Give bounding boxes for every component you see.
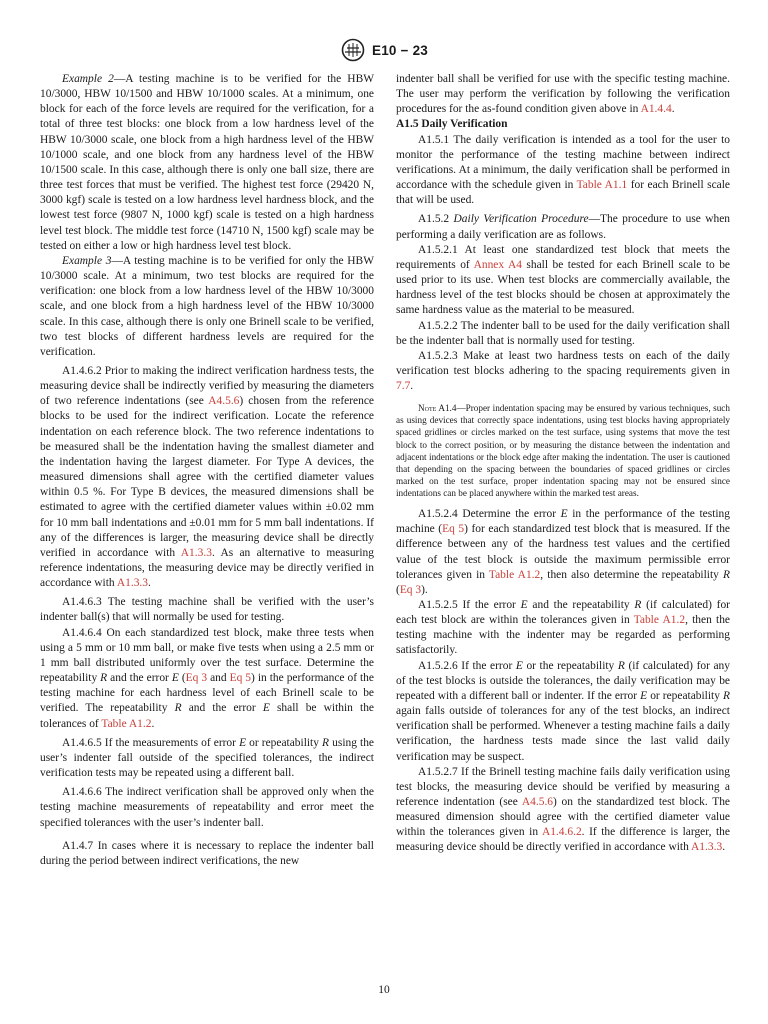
- paragraph-a1-5-2-6: A1.5.2.6 If the error E or the repeatability R (if calculated) for any of the test blocks is outside the tolerances, the daily verification may be repeated with a different ball or indenter. If the error E or repeatability R again falls outside of tolerances for any of the test blocks, an indirect verification shall be performed. Whenever a testing machine fails a daily verification, the hardness tests made since the last valid daily verification may be suspect.: [396, 659, 730, 763]
- right-column: [396, 72, 730, 856]
- xref-a1-3-3[interactable]: A1.3.3: [691, 841, 723, 854]
- paragraph-a1-4-6-5: A1.4.6.5 If the measurements of error E or repeatability R using the user’s indenter fall outside of the specified tolerances, the indirect verification tests may be repeated using a different ball.: [40, 736, 374, 780]
- note-a1-4: Note A1.4—Proper indentation spacing may be ensured by various techniques, such as using devices that correctly space indentations, using test blocks having appropriately spaced gridlines or circles marked on the test surface, using systems that move the test block to the correct position, or by measuring the distance between the indentation and adjacent indentations or the block edge after making the indentation. The user is cautioned that depending on the spacing between the boundaries of spaced gridlines or circles marked on the test surface, proper indentation spacing may not be ensured since indentations can be placed anywhere within the marked test areas.: [396, 403, 730, 498]
- page-header: [0, 38, 768, 62]
- paragraph-a1-4-6-3: A1.4.6.3 The testing machine shall be verified with the user’s indenter ball(s) that will normally be used for testing.: [40, 596, 374, 624]
- page-number: 10: [378, 984, 390, 996]
- example-2-paragraph: Example 2—A testing machine is to be verified for the HBW 10/3000, HBW 10/1500 and HBW 10/1000 scales. At a minimum, one block for each of the force levels are required for the verification, for a total of three test blocks: one block from a low hardness level of the HBW 10/3000 scale, one block from a high hardness level of the HBW 10/1000 scale, and one block from any hardness level of the HBW 10/1500 scale. In this case, although there is only one ball size, there are three test forces that must be verified. The highest test force (29420 N, 3000 kgf) scale is tested on a low hardness level hardness block, and the lowest test force (9807 N, 1000 kgf) scale is tested on a high hardness level test block. The middle test force (14710 N, 1500 kgf) scale may be tested on either a low or high hardness level test block.: [40, 73, 374, 252]
- astm-logo-icon: [340, 38, 366, 62]
- xref-annex-a4[interactable]: Annex A4: [473, 258, 522, 271]
- left-column: [40, 72, 374, 869]
- paragraph-a1-4-7: A1.4.7 In cases where it is necessary to replace the indenter ball during the period between indirect verifications, the new: [40, 839, 374, 867]
- xref-a1-3-3[interactable]: A1.3.3: [180, 546, 212, 559]
- paragraph-a1-4-6-6: A1.4.6.6 The indirect verification shall be approved only when the testing machine measurements of repeatability and error meet the specified tolerances with the user’s indenter ball.: [40, 786, 374, 829]
- paragraph-a1-4-6-2: A1.4.6.2 Prior to making the indirect verification hardness tests, the measuring device shall be indirectly verified by measuring the diameters of two reference indentations (see A4.5.6) chosen from the reference blocks to be used for the indirect verification. Locate the reference indentation on each reference block. The two reference indentations to be measured shall be the indentation having the smallest diameter and the indentation having the largest diameter. For Type A devices, the measured dimensions shall agree with the certified diameter values within 0.5 %. For Type B devices, the measured dimensions shall be estimated to agree with the certified diameter values within ±0.02 mm for 10 mm ball indentations and ±0.01 mm for 5 mm ball indentations. If any of the differences is larger, the measuring device shall be directly verified in accordance with A1.3.3. As an alternative to measuring reference indentations, the measuring device may be directly verified in accordance with A1.3.3.: [40, 364, 374, 590]
- xref-a1-3-3[interactable]: A1.3.3: [116, 577, 148, 590]
- paragraph-a1-5-2-1: A1.5.2.1 At least one standardized test block that meets the requirements of Annex A4 shall be tested for each Brinell scale to be used prior to its use. When test blocks are commercially available, the hardness level of the test blocks should be chosen at approximately the same hardness value as the material to be measured.: [396, 243, 730, 317]
- xref-a1-4-6-2[interactable]: A1.4.6.2: [541, 826, 582, 839]
- example-3-paragraph: Example 3—A testing machine is to be verified for only the HBW 10/3000 scale. At a minimum, two test blocks are required for the verification: one block from a low hardness level of the HBW 10/3000 scale, and one block from a high hardness level of the HBW 10/3000 scale. In this case, although there is only one Brinell scale to be verified, two test blocks of different hardness levels are required for the verification.: [40, 254, 374, 358]
- paragraph-a1-5-2-7: A1.5.2.7 If the Brinell testing machine fails daily verification using test blocks, the measuring device should be verified by measuring a reference indentation (see A4.5.6) on the standardized test block. The measured dimension should agree with the certified diameter value within the tolerances given in A1.4.6.2. If the difference is larger, the measuring device should be directly verified in accordance with A1.3.3.: [396, 765, 730, 854]
- xref-table-a1-2[interactable]: Table A1.2: [633, 614, 686, 627]
- xref-a4-5-6[interactable]: A4.5.6: [208, 395, 240, 408]
- xref-eq-3[interactable]: Eq 3: [399, 583, 422, 596]
- xref-table-a1-1[interactable]: Table A1.1: [576, 179, 628, 192]
- paragraph-a1-5-2-5: A1.5.2.5 If the error E and the repeatability R (if calculated) for each test block are within the tolerances given in Table A1.2, then the testing machine with the indenter may be regarded as performing satisfactorily.: [396, 598, 730, 657]
- xref-eq-5[interactable]: Eq 5: [442, 523, 465, 536]
- paragraph-a1-5-2-2: A1.5.2.2 The indenter ball to be used for the daily verification shall be the indenter ball that is normally used for testing.: [396, 319, 730, 347]
- paragraph-a1-5-2-3: A1.5.2.3 Make at least two hardness tests on each of the daily verification test blocks adhering to the spacing requirements given in 7.7.: [396, 349, 730, 393]
- xref-table-a1-2[interactable]: Table A1.2: [488, 568, 541, 581]
- xref-eq-5[interactable]: Eq 5: [229, 672, 252, 685]
- paragraph-a1-5-1: A1.5.1 The daily verification is intended as a tool for the user to monitor the performance of the testing machine between indirect verifications. At a minimum, the daily verification shall be performed in accordance with the schedule given in Table A1.1 for each Brinell scale that will be used.: [396, 133, 730, 207]
- section-heading-daily-verification: A1.5 Daily Verification: [396, 118, 508, 131]
- xref-7-7[interactable]: 7.7: [396, 380, 411, 393]
- xref-a1-4-4[interactable]: A1.4.4: [640, 103, 672, 116]
- document-id: E10 − 23: [371, 42, 429, 58]
- paragraph-a1-5-2: A1.5.2 Daily Verification Procedure—The procedure to use when performing a daily verification are as follows.: [396, 213, 731, 241]
- xref-eq-3[interactable]: Eq 3: [185, 672, 208, 685]
- paragraph-continuation: indenter ball shall be verified for use with the specific testing machine. The user may perform the verification by following the verification procedures for the as-found condition given above in A1.4.4.: [396, 73, 730, 116]
- paragraph-a1-5-2-4: A1.5.2.4 Determine the error E in the performance of the testing machine (Eq 5) for each standardized test block that is measured. If the difference between any of the hardness test values and the certified value of the test block is outside the maximum permissible error tolerances given in Table A1.2, then also determine the repeatability R (Eq 3).: [396, 508, 730, 596]
- xref-table-a1-2[interactable]: Table A1.2: [101, 717, 152, 730]
- xref-a4-5-6[interactable]: A4.5.6: [521, 796, 554, 808]
- paragraph-a1-4-6-4: A1.4.6.4 On each standardized test block, make three tests when using a 5 mm or 10 mm ball, or make five tests when using a 2.5 mm or 1 mm ball distributed uniformly over the test surface. Determine the repeatability R and the error E (Eq 3 and Eq 5) in the performance of the testing machine for each hardness level of each Brinell scale to be verified. The repeatability R and the error E shall be within the tolerances of Table A1.2.: [40, 626, 374, 730]
